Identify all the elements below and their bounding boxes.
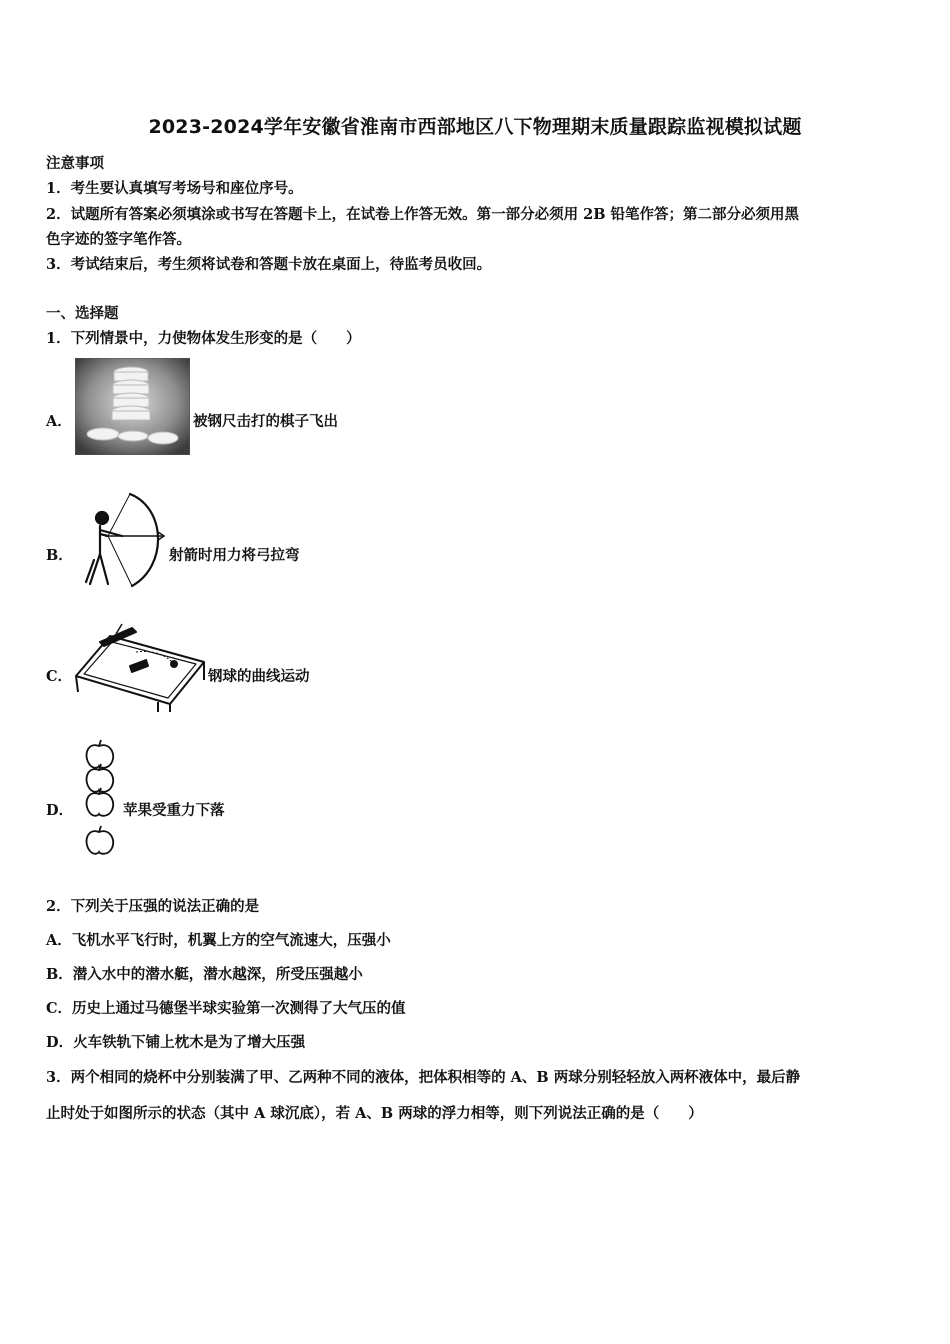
q2-option-d: D．火车铁轨下铺上枕木是为了增大压强 <box>46 1034 306 1051</box>
q1-option-b-letter: B． <box>46 547 73 564</box>
q3-stem-line1: 3．两个相同的烧杯中分别装满了甲、乙两种不同的液体，把体积相等的 A、B 两球分别轻轻放入两杯液体中，最后静 <box>46 1069 801 1086</box>
q1-option-c-text: 钢球的曲线运动 <box>208 668 310 685</box>
q2-option-a: A．飞机水平飞行时，机翼上方的空气流速大，压强小 <box>46 932 391 949</box>
falling-apples-drawing <box>82 738 118 860</box>
q1-option-d-letter: D． <box>46 802 74 819</box>
notice-item-2: 2．试题所有答案必须填涂或书写在答题卡上，在试卷上作答无效。第一部分必须用 2B 铅笔作答；第二部分必须用黑 <box>46 206 800 223</box>
notice-item-2-cont: 色字迹的签字笔作答。 <box>46 231 191 248</box>
q1-option-a-text: 被钢尺击打的棋子飞出 <box>193 413 338 430</box>
q3-stem-line2: 止时处于如图所示的状态（其中 A 球沉底），若 A、B 两球的浮力相等，则下列说法正确的是（ ） <box>46 1105 703 1122</box>
q2-option-c: C．历史上通过马德堡半球实验第一次测得了大气压的值 <box>46 1000 406 1017</box>
notice-item-1: 1．考生要认真填写考场号和座位序号。 <box>46 180 303 197</box>
steel-ball-table-drawing <box>72 622 207 714</box>
page-title: 2023-2024学年安徽省淮南市西部地区八下物理期末质量跟踪监视模拟试题 <box>148 116 802 138</box>
q1-option-b-text: 射箭时用力将弓拉弯 <box>169 547 300 564</box>
q1-option-d-text: 苹果受重力下落 <box>123 802 225 819</box>
q1-option-c-letter: C． <box>46 668 73 685</box>
q1-stem: 1．下列情景中，力使物体发生形变的是（ ） <box>46 330 361 347</box>
archer-drawing <box>78 490 168 590</box>
section-heading: 一、选择题 <box>46 305 119 322</box>
chess-stack-image <box>75 358 190 455</box>
q2-option-b: B．潜入水中的潜水艇，潜水越深，所受压强越小 <box>46 966 363 983</box>
notice-item-3: 3．考试结束后，考生须将试卷和答题卡放在桌面上，待监考员收回。 <box>46 256 492 273</box>
q2-stem: 2．下列关于压强的说法正确的是 <box>46 898 260 915</box>
q1-option-a-letter: A． <box>46 413 72 430</box>
notice-heading: 注意事项 <box>46 155 104 172</box>
